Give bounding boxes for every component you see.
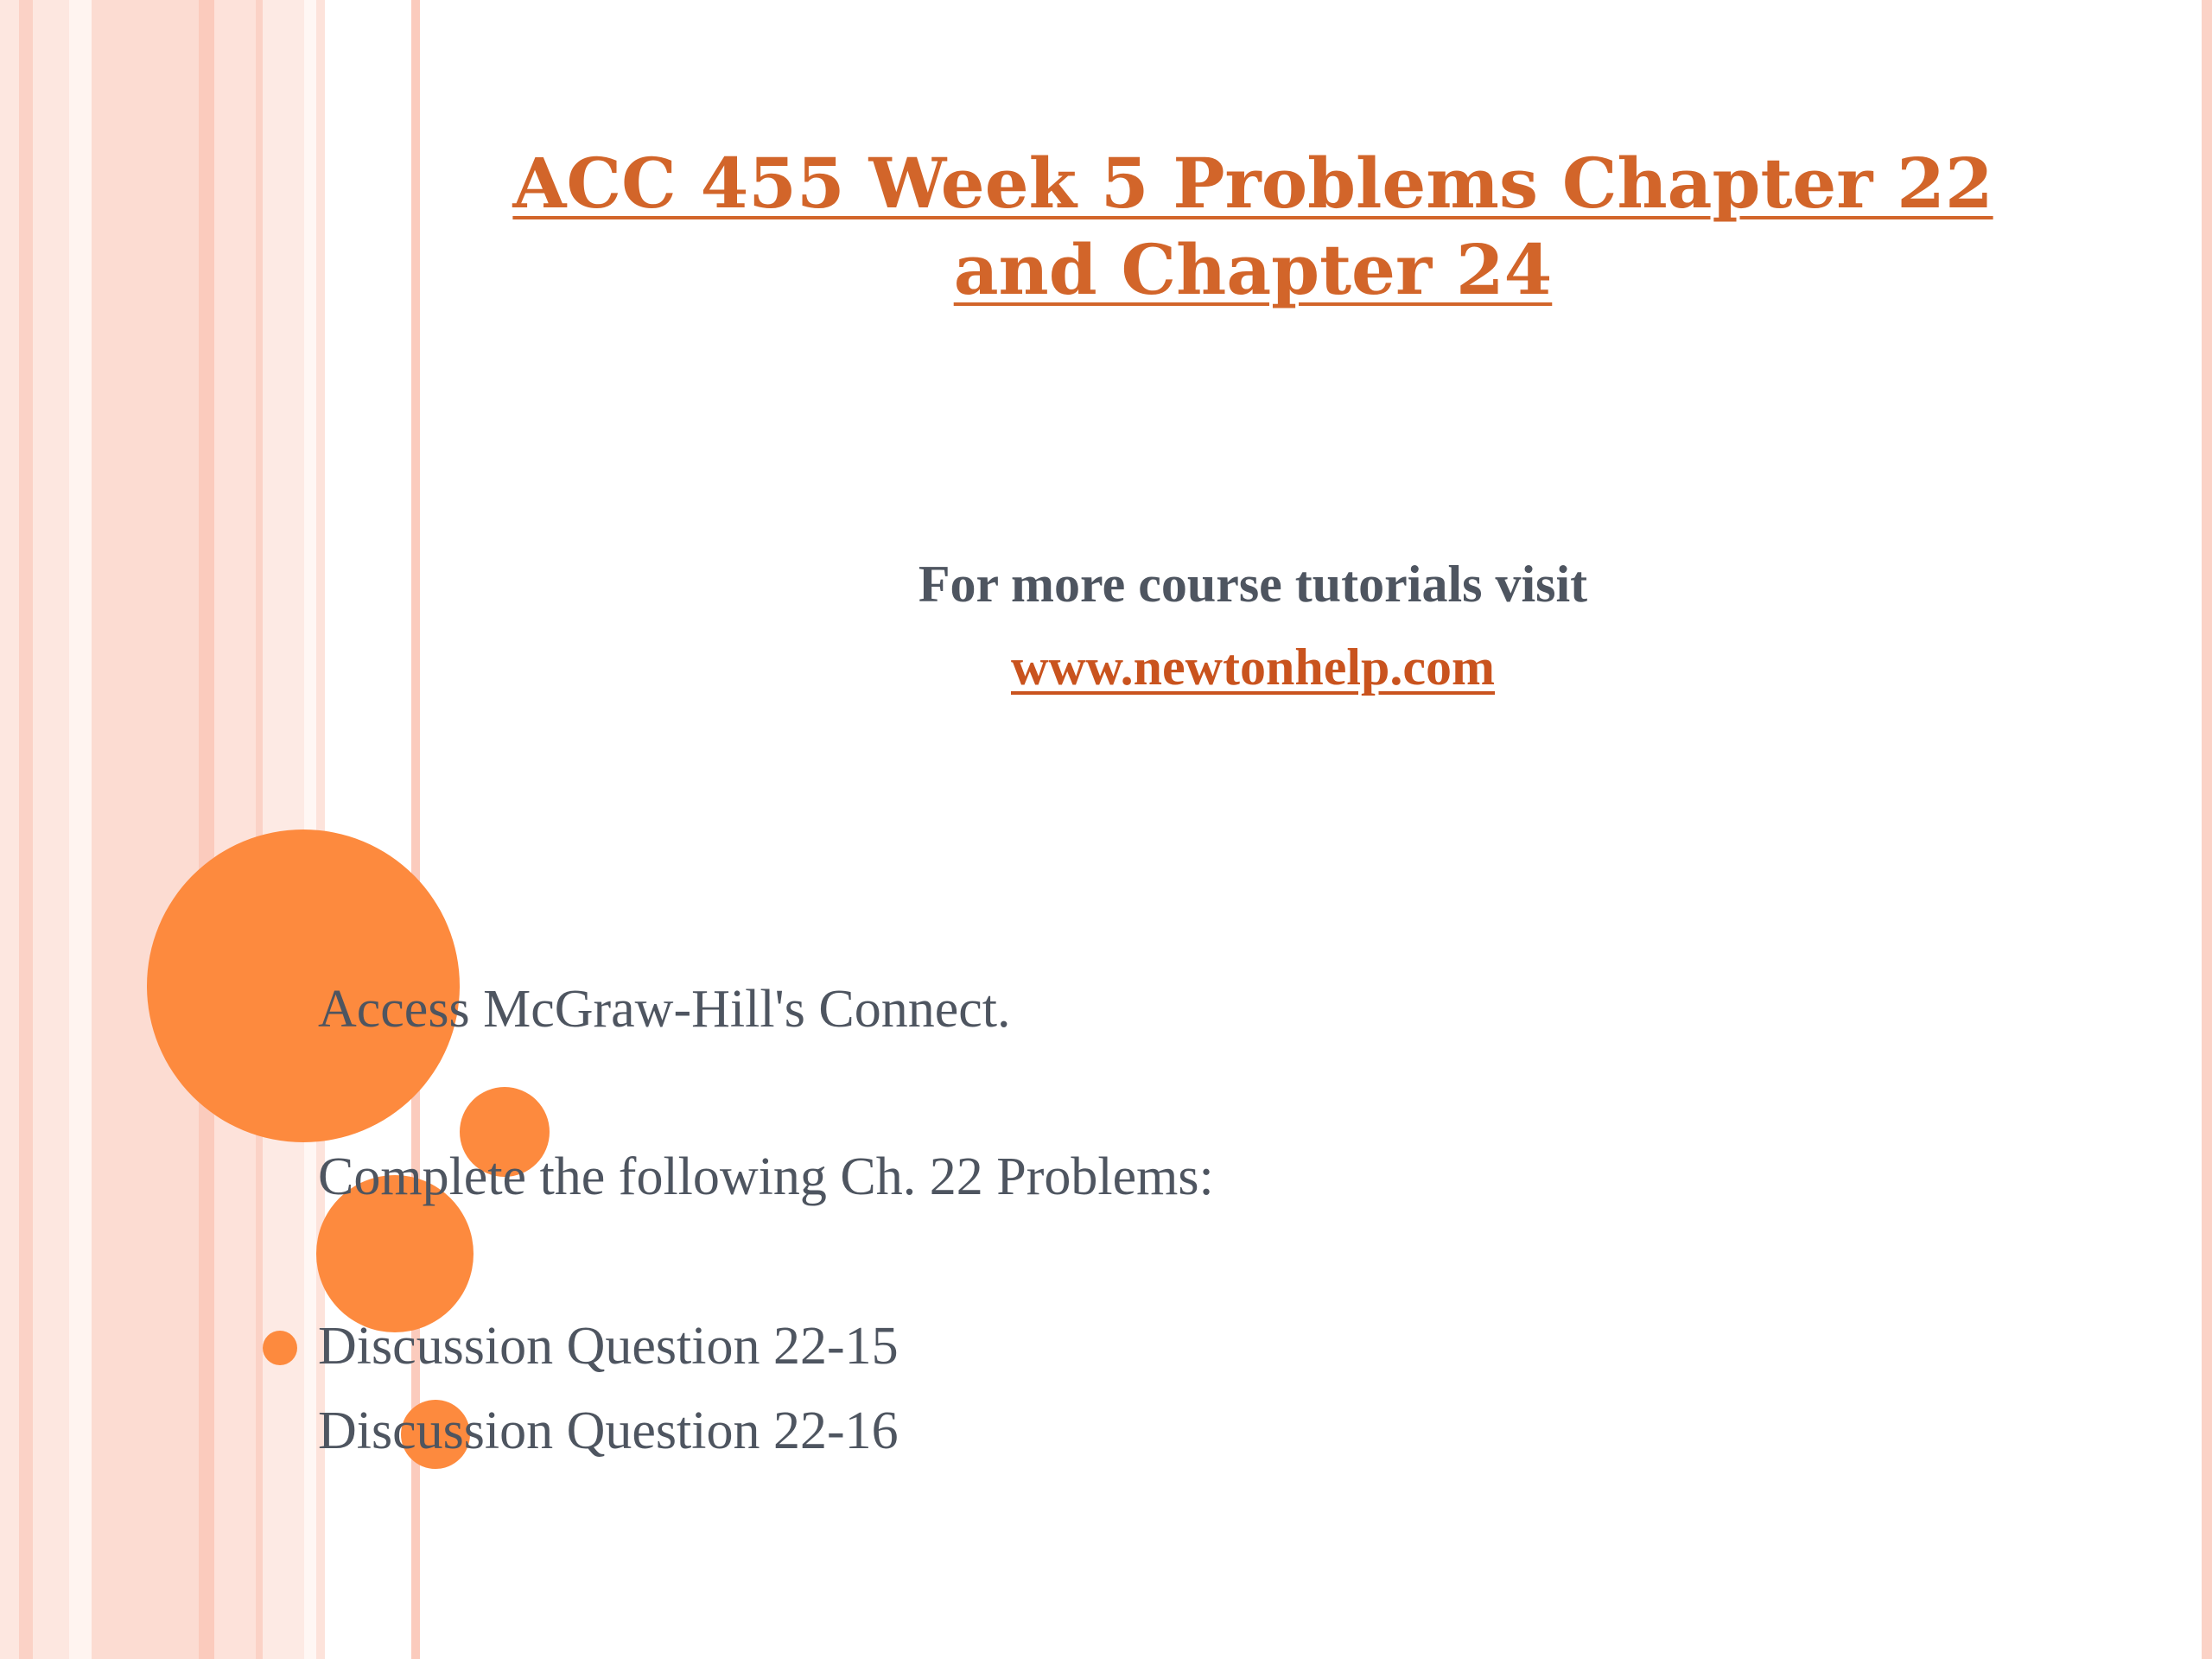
decorative-stripe xyxy=(214,0,256,1659)
body-line-instructions: Complete the following Ch. 22 Problems: xyxy=(318,1147,1214,1206)
list-item: Discussion Question 22-16 xyxy=(318,1402,899,1460)
decorative-stripe xyxy=(256,0,263,1659)
slide-title: ACC 455 Week 5 Problems Chapter 22 and Chapter 24 xyxy=(512,143,1993,310)
bullet-icon xyxy=(263,1331,297,1365)
decorative-stripe xyxy=(0,0,19,1659)
decorative-stripe xyxy=(19,0,33,1659)
decorative-stripe-right xyxy=(2202,0,2212,1659)
body-line-access: Access McGraw-Hill's Connect. xyxy=(318,980,1011,1039)
decorative-stripe xyxy=(199,0,214,1659)
list-item: Discussion Question 22-15 xyxy=(318,1317,899,1376)
slide-subtitle: For more course tutorials visit xyxy=(918,556,1588,613)
decorative-stripe xyxy=(33,0,69,1659)
decorative-stripe xyxy=(69,0,92,1659)
decorative-stripe xyxy=(92,0,199,1659)
website-link[interactable]: www.newtonhelp.com xyxy=(1010,639,1495,696)
